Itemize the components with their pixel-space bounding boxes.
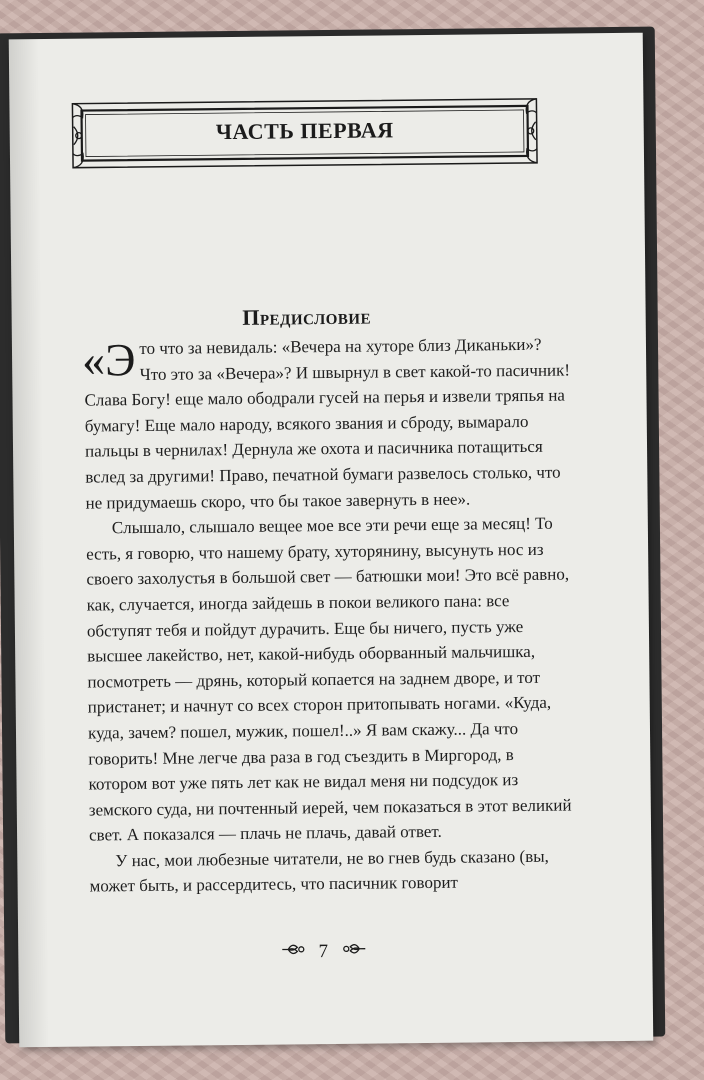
- right-ornament-icon: [341, 940, 367, 962]
- paragraph-1: [81, 331, 574, 515]
- drop-cap-letter: Э: [104, 334, 136, 386]
- ornamental-title-frame: [69, 96, 540, 171]
- page-number: 7: [318, 940, 329, 962]
- book-page: [9, 33, 654, 1048]
- paragraph-2: Слышало, слышало вещее мое все эти речи еще за месяц! То есть, я говорю, что нашему брату, хуторянину, высунуть нос из своего захолустья в большой свет — батюшки мои! Это всё равно, как, случается, иногда зайдешь в покои великого пана: все обступят тебя и пойдут дурачить. Еще бы ничего, пусть уже высшее лакейство, нет, какой-нибудь оборванный мальчишка, посмотреть — дрянь, который копается на заднем дворе, и тот пристанет; и начнут со всех сторон притопывать ногами. «Куда, куда, зачем? пошел, мужик, пошел!..» Я вам скажу... Да что говорить! Мне легче два раза в год съездить в Миргород, в котором вот уже пять лет как не видал меня ни подсудок из земского суда, ни почтенный иерей, чем показаться в этот великий свет. А показался — плачь не плачь, давай ответ.: [86, 513, 572, 845]
- body-text: [81, 331, 578, 899]
- left-ornament-icon: [280, 941, 306, 963]
- page-footer: [18, 937, 628, 966]
- part-title: ЧАСТЬ ПЕРВАЯ: [215, 117, 394, 145]
- paragraph-1-text: то что за невидаль: «Вечера на хуторе близ Диканьки»? Что это за «Вечера»? И швырнул в свет какой-то пасичник! Слава Богу! еще мало ободрали гусей на перья и извели тряпья на бумагу! Еще мало народу, всякого звания и сброду, вымарало пальцы в чернилах! Дернула же охота и пасичника потащиться вслед за другими! Право, печатной бумаги развелось столько, что не придумаешь скоро, что бы такое завернуть в нее».: [84, 334, 571, 513]
- section-title: Предисловие: [242, 303, 372, 330]
- drop-cap: [81, 334, 136, 386]
- show-through-text: [82, 173, 571, 298]
- paragraph-3: У нас, мои любезные читатели, не во гнев будь сказано (вы, может быть, и рассердитесь, что пасичник говорит: [89, 846, 549, 897]
- drop-cap-quote: «: [81, 334, 106, 386]
